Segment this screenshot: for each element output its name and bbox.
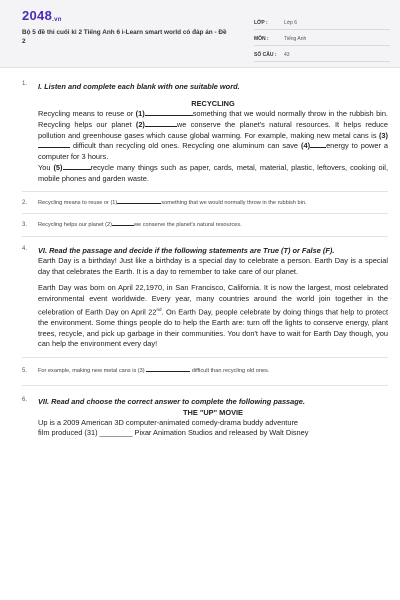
meta-subject bbox=[254, 30, 390, 46]
question-text-part: something that we would normally throw in the rubbish bin. bbox=[161, 199, 307, 206]
passage-text: something that we would normally throw in the rubbish bin. Recycling helps our planet bbox=[38, 109, 388, 129]
passage-text: . On Earth Day, people celebrate by doing things that help to protect the environment. Some things people do to help the Earth are: turn off the lights to conserve energy, plant trees, recycle, and pick up garbage in their communities. You don't have to wait for Earth Day though, you can help the environment every day! bbox=[38, 307, 388, 349]
answer-blank[interactable] bbox=[38, 141, 70, 148]
answer-blank[interactable] bbox=[310, 141, 326, 148]
question-title: VI. Read the passage and decide if the following statements are True (T) or False (F). bbox=[38, 246, 335, 256]
passage-text: Earth Day was born on April 22,1970, in San Francisco, California. It is now the largest, most celebrated environmental event worldwide. Every year, many countries around the world join together in the celebration of Earth Day on April 22 bbox=[38, 282, 388, 317]
answer-blank[interactable] bbox=[63, 163, 91, 170]
meta-value: Lớp 6 bbox=[284, 20, 298, 26]
answer-blank[interactable] bbox=[117, 198, 161, 204]
question-6 bbox=[22, 386, 388, 440]
question-2 bbox=[22, 192, 388, 214]
answer-blank[interactable] bbox=[145, 120, 177, 127]
meta-label: LỚP : bbox=[254, 20, 268, 26]
passage-line: film produced (31) ________ Pixar Animation Studios and released by Walt Disney bbox=[38, 428, 309, 438]
passage-paragraph bbox=[38, 163, 388, 185]
question-text-part: difficult than recycling old ones. bbox=[191, 368, 270, 375]
meta-value: 43 bbox=[284, 52, 290, 58]
ordinal-suffix: nd bbox=[156, 306, 162, 312]
question-text-part: we conserve the planet's natural resources. bbox=[134, 221, 242, 228]
blank-number: (3) bbox=[378, 130, 388, 140]
question-text-part: Recycling means to reuse or (1) bbox=[38, 199, 118, 206]
question-1 bbox=[22, 68, 388, 192]
passage-text: recycle many things such as paper, cards, metal, material, plastic, leftovers, cooking oil, mobile phones and garden waste. bbox=[38, 162, 389, 183]
question-number: 5. bbox=[22, 368, 28, 375]
meta-value: Tiếng Anh bbox=[284, 36, 307, 42]
question-number: 4. bbox=[22, 246, 28, 253]
question-text-part: Recycling helps our planet (2) bbox=[38, 221, 112, 228]
question-5 bbox=[22, 358, 388, 385]
question-number: 6. bbox=[22, 396, 28, 403]
answer-blank[interactable] bbox=[112, 220, 134, 226]
passage-text: You bbox=[38, 162, 54, 172]
meta-label: SỐ CÂU : bbox=[254, 52, 277, 58]
question-text bbox=[38, 366, 388, 376]
question-title: I. Listen and complete each blank with one suitable word. bbox=[38, 82, 240, 91]
passage-text: Recycling means to reuse or bbox=[38, 109, 136, 118]
question-4 bbox=[22, 237, 388, 358]
question-text bbox=[38, 220, 388, 230]
document-header bbox=[0, 0, 400, 68]
document-title: Bộ 5 đề thi cuối kì 2 Tiếng Anh 6 i-Learn smart world có đáp án - Đề 2 bbox=[22, 29, 227, 45]
document-meta bbox=[254, 14, 390, 62]
answer-blank[interactable] bbox=[146, 366, 190, 372]
blank-number: (5) bbox=[53, 162, 63, 172]
question-number: 3. bbox=[22, 221, 28, 228]
passage-text: difficult than recycling old ones. Recycling one aluminum can save bbox=[70, 141, 302, 151]
question-text bbox=[38, 198, 388, 208]
blank-number: (4) bbox=[301, 141, 311, 151]
question-number: 2. bbox=[22, 199, 28, 206]
meta-question-count bbox=[254, 46, 390, 62]
passage-line: Up is a 2009 American 3D computer-animated comedy-drama buddy adventure bbox=[38, 417, 299, 427]
question-3 bbox=[22, 214, 388, 237]
passage-paragraph bbox=[38, 109, 388, 163]
question-list bbox=[0, 68, 400, 439]
blank-number: (1) bbox=[135, 109, 145, 118]
logo-text: 2048 bbox=[22, 8, 53, 23]
passage-title: THE "UP" MOVIE bbox=[183, 407, 243, 417]
meta-class bbox=[254, 14, 390, 30]
passage-text: we conserve the planet's natural resources. It helps reduce pollution and greenhouse gases which cause global warming. For example, making new metal cans is bbox=[38, 119, 388, 140]
answer-blank[interactable] bbox=[145, 109, 193, 116]
passage-paragraph bbox=[38, 283, 388, 350]
passage-text: energy to power a computer for 3 hours. bbox=[38, 141, 388, 162]
passage-title: RECYCLING bbox=[191, 99, 235, 108]
question-title: VII. Read and choose the correct answer to complete the following passage. bbox=[38, 396, 305, 406]
question-number: 1. bbox=[22, 81, 28, 87]
blank-number: (2) bbox=[135, 119, 145, 129]
logo-suffix: .vn bbox=[52, 17, 62, 23]
question-text-part: For example, making new metal cans is (3) bbox=[38, 368, 145, 375]
passage-paragraph: Earth Day is a birthday! Just like a birthday is a special day to celebrate a person. Earth Day is a special day that celebrates the Earth. It is a day to remember to take care of our planet. bbox=[38, 256, 388, 277]
meta-label: MÔN : bbox=[254, 36, 269, 42]
